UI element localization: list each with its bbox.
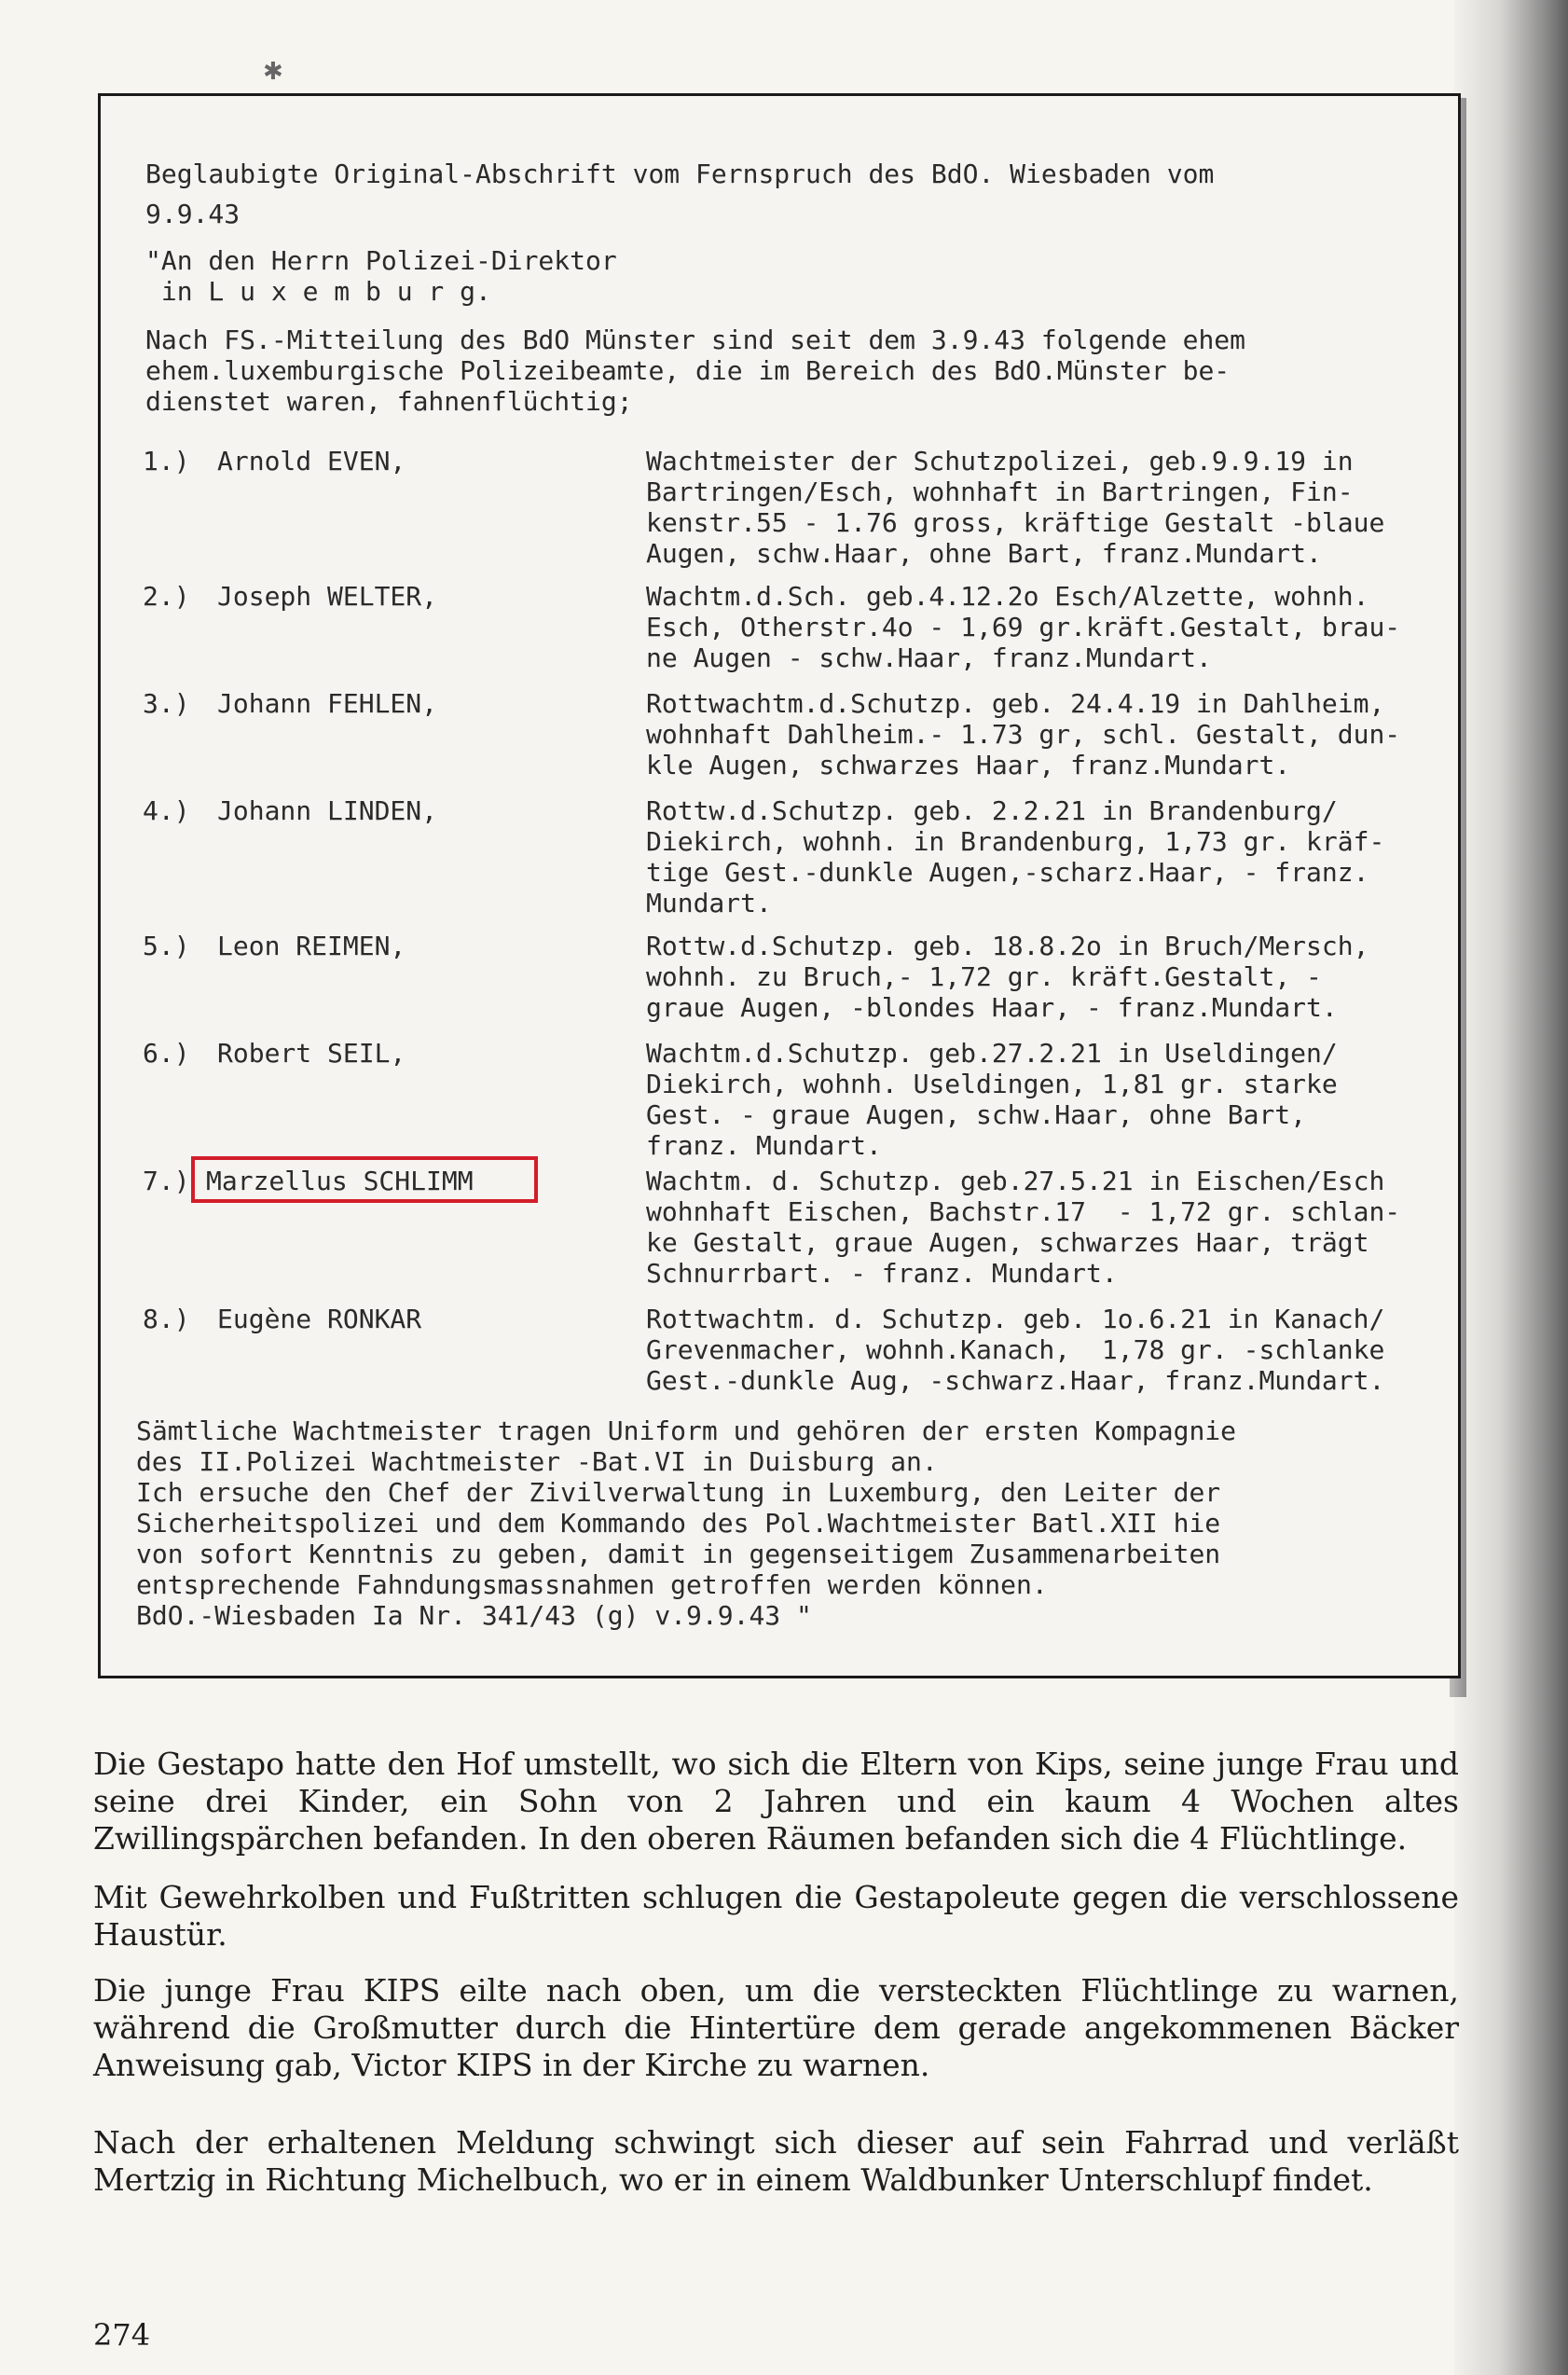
entry-desc-line: kenstr.55 - 1.76 gross, kräftige Gestalt -blaue xyxy=(646,507,1385,538)
entry-desc-line: Rottwachtm.d.Schutzp. geb. 24.4.19 in Dahlheim, xyxy=(646,688,1385,719)
page-edge-shadow xyxy=(1454,0,1568,2375)
doc-closing-line: Sicherheitspolizei und dem Kommando des Pol.Wachtmeister Batl.XII hie xyxy=(136,1508,1221,1539)
body-paragraph: Die Gestapo hatte den Hof umstellt, wo sich die Eltern von Kips, seine junge Frau und seine drei Kinder, ein Sohn von 2 Jahren und ein kaum 4 Wochen altes Zwillingspärchen befanden. In den oberen Räumen befanden sich die 4 Flüchtlinge. xyxy=(93,1746,1459,1857)
entry-name-highlighted: Marzellus SCHLIMM xyxy=(206,1166,474,1196)
doc-closing-line: Sämtliche Wachtmeister tragen Uniform und gehören der ersten Kompagnie xyxy=(136,1415,1237,1446)
entry-desc-line: ne Augen - schw.Haar, franz.Mundart. xyxy=(646,642,1212,673)
entry-number: 8.) xyxy=(143,1304,190,1334)
entry-desc-line: Gest.-dunkle Aug, -schwarz.Haar, franz.Mundart. xyxy=(646,1365,1385,1396)
doc-addressee: "An den Herrn Polizei-Direktor xyxy=(145,245,617,276)
entry-desc-line: Wachtm.d.Schutzp. geb.27.2.21 in Useldingen/ xyxy=(646,1038,1338,1069)
entry-desc-line: wohnhaft Dahlheim.- 1.73 gr, schl. Gestalt, dun- xyxy=(646,719,1401,750)
entry-number: 1.) xyxy=(143,446,190,476)
entry-desc-line: Bartringen/Esch, wohnhaft in Bartringen, Fin- xyxy=(646,476,1354,507)
entry-desc-line: Rottwachtm. d. Schutzp. geb. 1o.6.21 in Kanach/ xyxy=(646,1304,1385,1334)
entry-desc-line: Grevenmacher, wohnh.Kanach, 1,78 gr. -schlanke xyxy=(646,1334,1385,1365)
entry-desc-line: Wachtm.d.Sch. geb.4.12.2o Esch/Alzette, wohnh. xyxy=(646,581,1369,612)
entry-name: Johann FEHLEN, xyxy=(217,688,438,719)
entry-desc-line: Rottw.d.Schutzp. geb. 18.8.2o in Bruch/Mersch, xyxy=(646,931,1369,961)
entry-name: Johann LINDEN, xyxy=(217,795,438,826)
doc-closing-line: von sofort Kenntnis zu geben, damit in gegenseitigem Zusammenarbeiten xyxy=(136,1539,1221,1569)
entry-desc-line: Diekirch, wohnh. in Brandenburg, 1,73 gr. kräf- xyxy=(646,826,1385,857)
entry-desc-line: Wachtm. d. Schutzp. geb.27.5.21 in Eischen/Esch xyxy=(646,1166,1385,1196)
doc-addressee-city: in L u x e m b u r g. xyxy=(145,276,491,307)
entry-name: Leon REIMEN, xyxy=(217,931,406,961)
entry-desc-line: Diekirch, wohnh. Useldingen, 1,81 gr. starke xyxy=(646,1069,1338,1099)
entry-desc-line: Wachtmeister der Schutzpolizei, geb.9.9.19 in xyxy=(646,446,1354,476)
print-speck: ✱ xyxy=(263,58,283,86)
entry-desc-line: kle Augen, schwarzes Haar, franz.Mundart. xyxy=(646,750,1291,780)
doc-header-line: Beglaubigte Original-Abschrift vom Fernspruch des BdO. Wiesbaden vom xyxy=(145,159,1215,189)
doc-closing-line: entsprechende Fahndungsmassnahmen getroffen werden können. xyxy=(136,1569,1048,1600)
body-paragraph: Mit Gewehrkolben und Fußtritten schlugen die Gestapoleute gegen die verschlossene Haustür. xyxy=(93,1879,1459,1953)
entry-number: 7.) xyxy=(143,1166,190,1196)
doc-closing-line: Ich ersuche den Chef der Zivilverwaltung in Luxemburg, den Leiter der xyxy=(136,1477,1221,1508)
body-paragraph: Die junge Frau KIPS eilte nach oben, um die versteckten Flüchtlinge zu warnen, während die Großmutter durch die Hintertüre dem gerade angekommenen Bäcker Anweisung gab, Victor KIPS in der Kirche zu warnen. xyxy=(93,1972,1459,2083)
entry-number: 4.) xyxy=(143,795,190,826)
entry-desc-line: Gest. - graue Augen, schw.Haar, ohne Bart, xyxy=(646,1099,1307,1130)
entry-desc-line: ke Gestalt, graue Augen, schwarzes Haar, trägt xyxy=(646,1227,1369,1258)
entry-number: 6.) xyxy=(143,1038,190,1069)
entry-number: 5.) xyxy=(143,931,190,961)
doc-intro-line: ehem.luxemburgische Polizeibeamte, die im Bereich des BdO.Münster be- xyxy=(145,355,1231,386)
entry-desc-line: franz. Mundart. xyxy=(646,1130,882,1161)
entry-name: Robert SEIL, xyxy=(217,1038,406,1069)
entry-name: Eugène RONKAR xyxy=(217,1304,422,1334)
entry-desc-line: Mundart. xyxy=(646,888,772,918)
page-number: 274 xyxy=(93,2317,151,2353)
entry-name: Joseph WELTER, xyxy=(217,581,438,612)
entry-number: 2.) xyxy=(143,581,190,612)
entry-desc-line: wohnhaft Eischen, Bachstr.17 - 1,72 gr. schlan- xyxy=(646,1196,1401,1227)
highlight-box-schlimm xyxy=(191,1156,538,1203)
telegram-document xyxy=(98,93,1461,1678)
entry-desc-line: graue Augen, -blondes Haar, - franz.Mundart. xyxy=(646,992,1338,1023)
entry-desc-line: wohnh. zu Bruch,- 1,72 gr. kräft.Gestalt, - xyxy=(646,961,1322,992)
doc-header-date: 9.9.43 xyxy=(145,199,241,229)
doc-intro-line: dienstet waren, fahnenflüchtig; xyxy=(145,386,633,417)
entry-desc-line: Augen, schw.Haar, ohne Bart, franz.Mundart. xyxy=(646,538,1322,569)
entry-number: 3.) xyxy=(143,688,190,719)
entry-desc-line: Schnurrbart. - franz. Mundart. xyxy=(646,1258,1118,1289)
entry-name: Arnold EVEN, xyxy=(217,446,406,476)
doc-closing-line: des II.Polizei Wachtmeister -Bat.VI in Duisburg an. xyxy=(136,1446,938,1477)
entry-desc-line: tige Gest.-dunkle Augen,-scharz.Haar, - franz. xyxy=(646,857,1369,888)
doc-intro-line: Nach FS.-Mitteilung des BdO Münster sind seit dem 3.9.43 folgende ehem xyxy=(145,324,1246,355)
entry-desc-line: Esch, Otherstr.4o - 1,69 gr.kräft.Gestalt, brau- xyxy=(646,612,1401,642)
body-paragraph: Nach der erhaltenen Meldung schwingt sich dieser auf sein Fahrrad und verläßt Mertzig in Richtung Michelbuch, wo er in einem Waldbunker Unterschlupf findet. xyxy=(93,2124,1459,2198)
doc-reference-line: BdO.-Wiesbaden Ia Nr. 341/43 (g) v.9.9.43 " xyxy=(136,1600,812,1631)
entry-desc-line: Rottw.d.Schutzp. geb. 2.2.21 in Brandenburg/ xyxy=(646,795,1338,826)
